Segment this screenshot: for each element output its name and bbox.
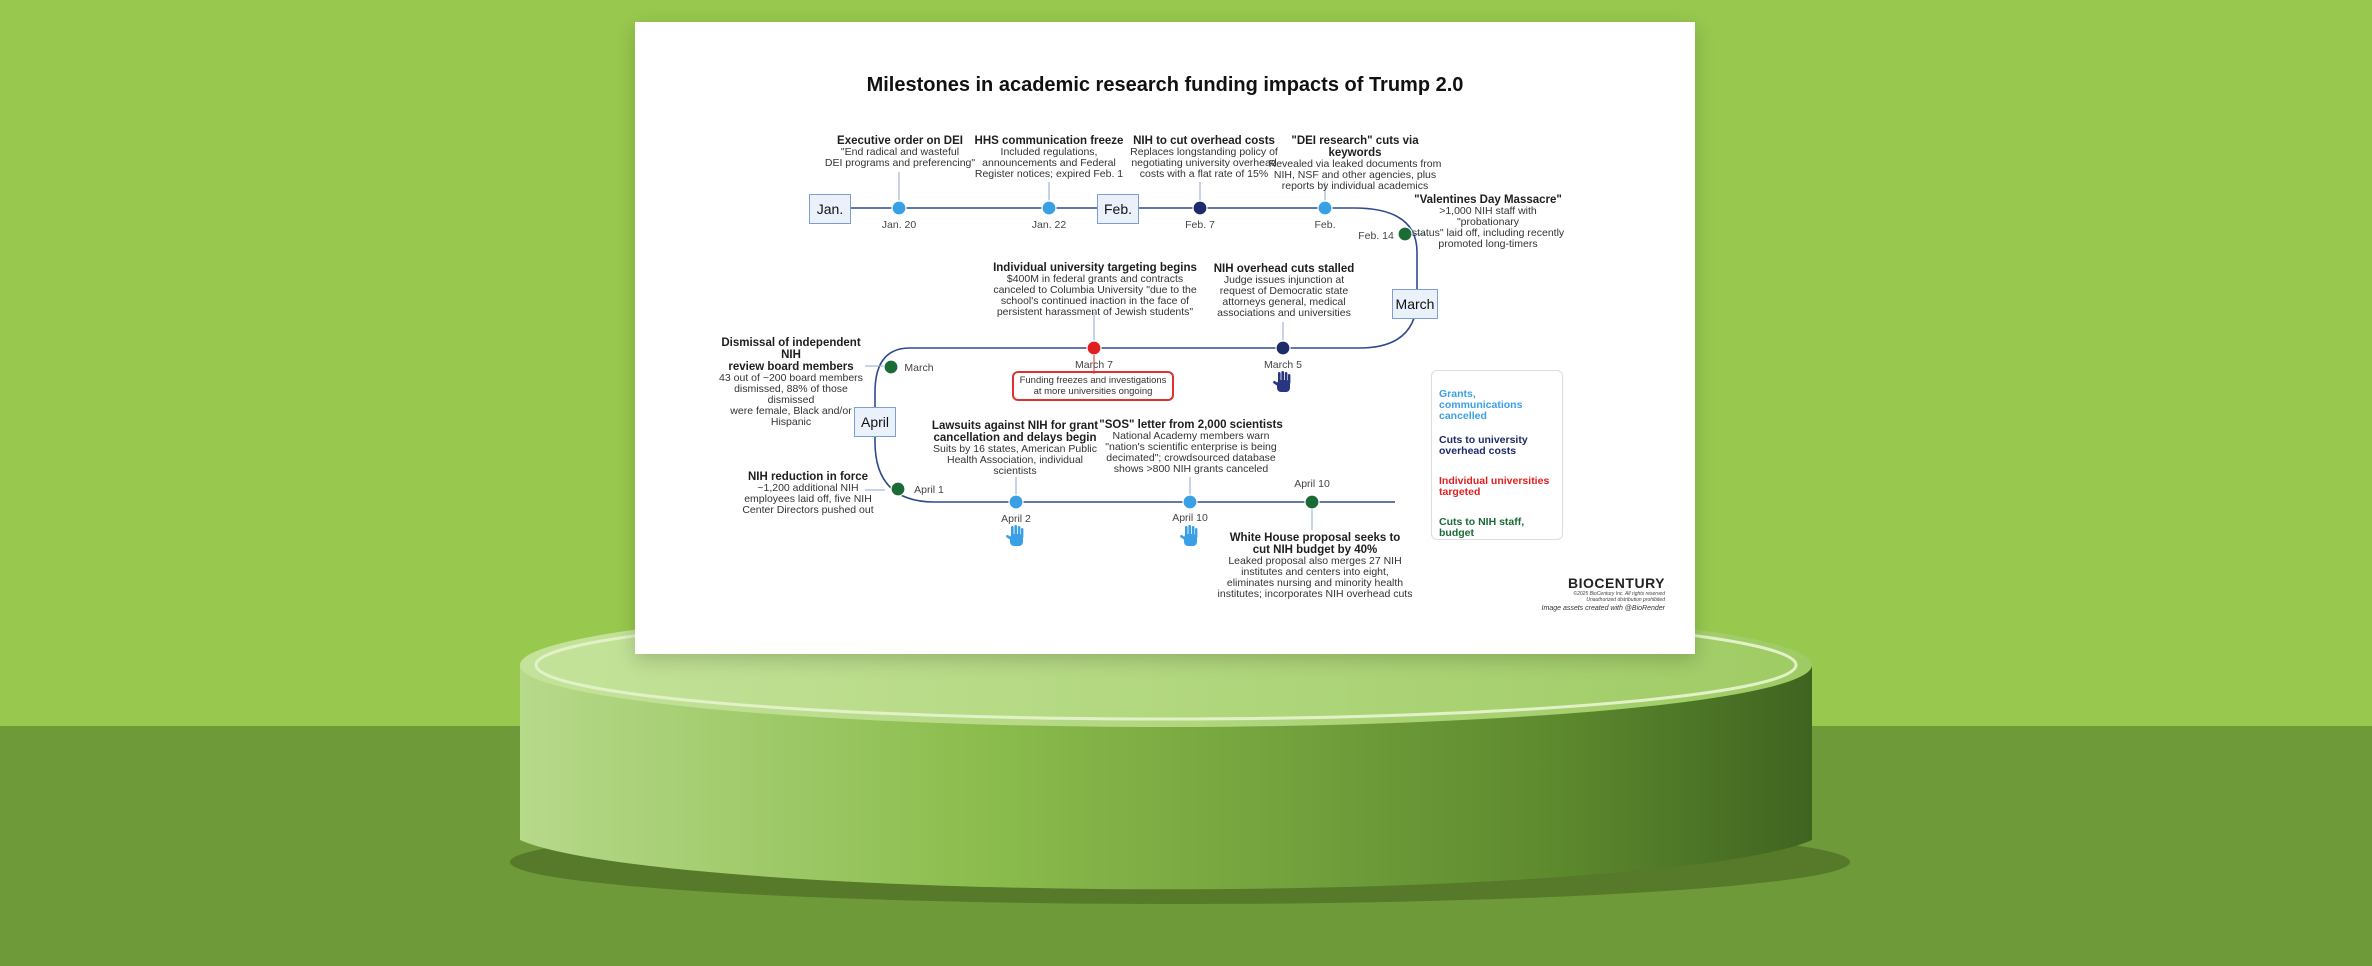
marker-march7: [1087, 341, 1101, 355]
month-jan: Jan.: [809, 194, 851, 224]
hand-icon-march5: [1273, 371, 1291, 392]
infographic-card: [635, 22, 1695, 654]
date-april2: April 2: [1001, 513, 1031, 525]
legend-overhead: Cuts to university overhead costs: [1439, 434, 1528, 457]
diagram-title: Milestones in academic research funding impacts of Trump 2.0: [866, 74, 1464, 96]
legend-grants: Grants, communications cancelled: [1439, 388, 1523, 422]
hand-icon-april10: [1180, 525, 1198, 546]
marker-april10b: [1305, 495, 1319, 509]
event-dei-research: "DEI research" cuts via keywords Revealed via leaked documents from NIH, NSF and other agencies, plus reports by individual academics: [1268, 135, 1442, 192]
event-reduction-force: NIH reduction in force ~1,200 additional NIH employees laid off, five NIH Center Directors pushed out: [742, 471, 874, 516]
legend: [1431, 370, 1563, 540]
biocentury-logo: BIOCENTURY: [1567, 575, 1665, 591]
event-lawsuits: Lawsuits against NIH for grant cancellation and delays begin Suits by 16 states, American Public Health Association, individual scientists: [931, 420, 1099, 477]
marker-april10a: [1183, 495, 1197, 509]
month-april: April: [854, 407, 896, 437]
date-april10b: April 10: [1294, 478, 1330, 490]
date-march: March: [904, 362, 934, 374]
event-overhead-stalled: NIH overhead cuts stalled Judge issues injunction at request of Democratic state attorneys general, medical associations and universities: [1213, 263, 1355, 319]
marker-april1: [891, 482, 905, 496]
date-march5: March 5: [1264, 359, 1302, 371]
event-dei-order: Executive order on DEI "End radical and wasteful DEI programs and preferencing": [824, 135, 976, 169]
event-sos-letter: "SOS" letter from 2,000 scientists National Academy members warn "nation's scientific enterprise is being decimated"; crowdsourced database shows >800 NIH grants canceled: [1099, 419, 1283, 475]
date-april1: April 1: [914, 484, 944, 496]
date-feb7: Feb. 7: [1185, 219, 1215, 231]
marker-jan20: [892, 201, 906, 215]
legend-staff: Cuts to NIH staff, budget: [1439, 516, 1525, 539]
ongoing-note: Funding freezes and investigations at more universities ongoing: [1012, 371, 1174, 401]
marker-april2: [1009, 495, 1023, 509]
date-feb14: Feb. 14: [1358, 230, 1394, 242]
copyright-text: ©2025 BioCentury Inc. All rights reserved Unauthorized distribution prohibited: [1573, 591, 1665, 603]
marker-march: [884, 360, 898, 374]
marker-march5: [1276, 341, 1290, 355]
event-nih-overhead: NIH to cut overhead costs Replaces longstanding policy of negotiating university overhead costs with a flat rate of 15%: [1130, 135, 1278, 180]
date-jan22: Jan. 22: [1031, 219, 1067, 231]
event-hhs-freeze: HHS communication freeze Included regulations, announcements and Federal Register notices; expired Feb. 1: [974, 135, 1124, 180]
biorender-credit: Image assets created with @BioRender: [1541, 605, 1665, 612]
date-jan20: Jan. 20: [881, 219, 917, 231]
hand-icon-april2: [1006, 525, 1024, 546]
month-march: March: [1392, 289, 1438, 319]
date-april10a: April 10: [1172, 512, 1208, 524]
legend-universities: Individual universities targeted: [1439, 475, 1550, 498]
date-march7: March 7: [1075, 359, 1113, 371]
month-feb: Feb.: [1097, 194, 1139, 224]
date-feb: Feb.: [1314, 219, 1336, 231]
event-university-targeting: Individual university targeting begins $400M in federal grants and contracts canceled to Columbia University "due to the school's continued inaction in the face of persistent harassment of Jewish students": [993, 262, 1197, 318]
marker-jan22: [1042, 201, 1056, 215]
marker-feb: [1318, 201, 1332, 215]
event-review-board: Dismissal of independent NIH review board members 43 out of ~200 board members dismissed, 88% of those dismissed were female, Black and/or Hispanic: [719, 337, 863, 428]
event-valentines-massacre: "Valentines Day Massacre" >1,000 NIH staff with "probationary status" laid off, including recently promoted long-timers: [1411, 194, 1565, 250]
brand-block: [1465, 575, 1665, 612]
marker-feb7: [1193, 201, 1207, 215]
event-budget-cut: White House proposal seeks to cut NIH budget by 40% Leaked proposal also merges 27 NIH institutes and centers into eight, eliminates nursing and minority health institutes; incorporates NIH overhead cuts: [1217, 532, 1413, 600]
